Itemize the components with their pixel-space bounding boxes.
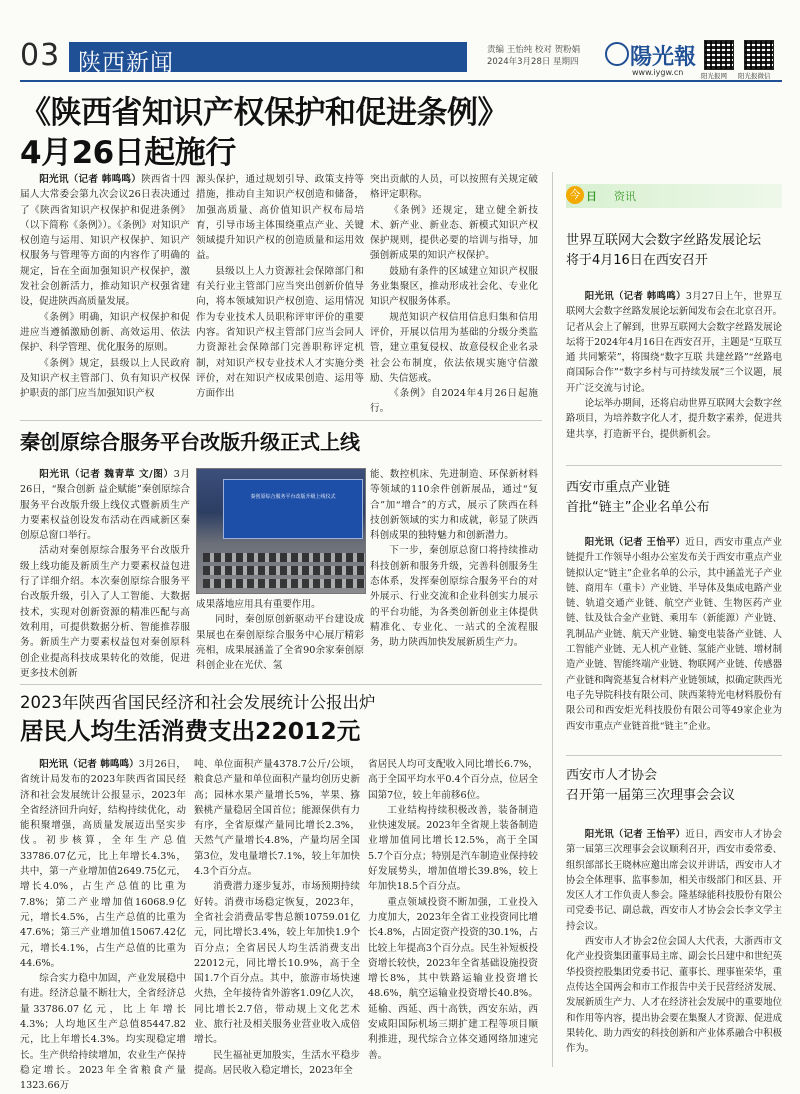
sidebar-item-3-body [566, 827, 782, 1056]
divider [20, 420, 542, 421]
article-1-col-1 [20, 172, 190, 401]
qr-label-web: 阳光报网 [701, 72, 727, 80]
article-2-paragraph: 活动对秦创原综合服务平台改版升级上线功能及新质生产力要素权益包进行了详细介绍。本次秦创原综合服务平台改版升级，引入了人工智能、大数据技术，实现对创新资源的精准匹配与高效利用，可提供数据分析、智能推荐服务。新质生产力要素权益包对秦创原科创企业提高科技成果转化的效能，促进更多技术创新 [20, 545, 190, 679]
divider [20, 684, 542, 685]
photo-audience-row [203, 579, 366, 588]
article-1-paragraph: 《条例》还规定，建立健全新技术、新产业、新业态、新模式知识产权保护规则，提供必要的培训与指导，加强创新成果的知识产权保护。 [370, 204, 538, 262]
photo-stage-screen: 秦创原综合服务平台改版升级上线仪式 [223, 479, 363, 539]
sidebar-item-title-line: 将于4月16日在西安召开 [566, 253, 708, 268]
section-number: 03 [20, 38, 61, 73]
article-3-paragraph: 吨、单位面积产量4378.7公斤/公顷，粮食总产量和单位面积产量均创历史新高；园林水果产量增长5%，苹果、猕猴桃产量稳居全国首位；能源保供有力有序，全省原煤产量同比增长2.3%，天然气产量增长4.8%，产量均居全国第3位，发电量增长7.1%，较上年加快4.3个百分点。 [194, 759, 360, 878]
sidebar-item-1-body [566, 289, 782, 442]
article-3-title: 居民人均生活消费支出22012元 [20, 717, 361, 745]
sidebar-paragraph: 论坛举办期间，还将启动世界互联网大会数字丝路项目，为培养数字化人才，提升数字素养，促进共建共享，打造新平台，提供新机会。 [566, 398, 782, 440]
article-1-paragraph: 陕西省十四届人大常委会第九次会议26日表决通过了《陕西省知识产权保护和促进条例》（以下简称《条例》）。《条例》对知识产权创造与运用、知识产权保护、知识产权服务与管理等方面的内容作了明确的规定，旨在全面加强知识产权保护，激发社会创新活力，推动知识产权强省建设，促进陕西高质量发展。 [20, 174, 190, 308]
article-1-paragraph: 源头保护，通过规划引导、政策支持等措施，推动自主知识产权创造和储备，加强高质量、高价值知识产权布局培育，引导市场主体围绕重点产业、关键领域提升知识产权的创造质量和运用效益。 [196, 174, 364, 262]
article-2-photo[interactable] [196, 468, 366, 594]
today-char: 日 [586, 190, 597, 203]
sidebar-divider [552, 172, 553, 1067]
qr-code-icon[interactable] [704, 40, 734, 70]
article-1-title [20, 93, 560, 173]
article-1-col-3 [370, 172, 538, 417]
article-2-paragraph: 同时，秦创原创新驱动平台建设成果展也在秦创原综合服务中心展厅精彩亮相，成果展涵盖了全省90余家秦创原科创企业在光伏、氢 [196, 614, 364, 672]
article-1-col-2 [196, 172, 364, 401]
site-url[interactable]: www.iygw.cn [632, 68, 684, 77]
article-3-byline: 阳光讯（记者 韩鸣鸣） [39, 759, 139, 770]
sidebar-item-title-line: 召开第一届第三次理事会会议 [566, 788, 736, 803]
sidebar-item-title-line: 西安市人才协会 [566, 768, 658, 783]
logo-sun-icon [605, 42, 629, 66]
sidebar-item-1-title [566, 231, 782, 271]
sidebar-byline: 阳光讯（记者 韩鸣鸣） [584, 291, 686, 302]
article-1-paragraph: 《条例》明确，知识产权保护和促进应当遵循激励创新、高效运用、依法保护、科学管理、优化服务的原则。 [20, 311, 190, 354]
article-3-paragraph: 重点领域投资不断加强，工业投入力度加大，2023年全省工业投资同比增长4.8%，占固定资产投资的30.1%，占比较上年提高3个百分点。民生补短板投资增长较快，2023年全省基础设施投资增长8%，其中铁路运输业投资增长48.6%，航空运输业投资增长40.8%。延榆、西延、西十高铁，西安东站，西安咸阳国际机场三期扩建工程等项目顺利推进，现代综合立体交通网络加速完善。 [368, 896, 538, 1061]
date-line: 2024年3月28日 星期四 [487, 57, 579, 67]
article-1-byline: 阳光讯（记者 韩鸣鸣） [39, 174, 142, 185]
article-3-paragraph: 消费潜力逐步复苏，市场预期持续好转。消费市场稳定恢复，2023年，全省社会消费品零售总额10759.01亿元，同比增长3.4%，较上年加快1.9个百分点；全省居民人均生活消费支出22012元，同比增长10.9%，高于全国1.7个百分点。其中，旅游市场快速火热，全年接待省外游客1.09亿人次，同比增长2.7倍，带动规上文化艺术业、旅行社及相关服务业营业收入成倍增长。 [194, 881, 360, 1046]
photo-audience-row [203, 566, 366, 575]
article-3-paragraph: 省居民人均可支配收入同比增长6.7%，高于全国平均水平0.4个百分点，位居全国第7位，较上年前移6位。 [368, 759, 538, 801]
article-2-paragraph: 3月26日，“聚合创新 益企赋能”秦创原综合服务平台改版升级上线仪式暨新质生产力要素权益创设发布活动在西咸新区秦创原总窗口举行。 [20, 469, 190, 542]
qr-code-icon[interactable] [744, 40, 774, 70]
article-1-title-line1: 《陕西省知识产权保护和促进条例》 [20, 95, 508, 131]
article-2-paragraph: 下一步，秦创原总窗口将持续推动科技创新和服务升级，完善科创服务生态体系，发挥秦创原综合服务平台的对外展示、行业交流和企业科创实力展示的平台功能，为各类创新创业主体提供精准化、专业化、一站式的全流程服务，助力陕西加快发展新质生产力。 [370, 545, 538, 649]
qr-label-wechat: 阳光报微信 [738, 72, 771, 80]
sidebar-paragraph: 近日，西安市人才协会第一届第三次理事会会议顺利召开，西安市委常委、组织部部长王晓林应邀出席会议并讲话，西安市人才协会全体理事、监事参加，相关市级部门和区县、开发区人才工作负责人参会。隆基绿能科技股份有限公司党委书记、副总裁，西安市人才协会会长李文学主持会议。 [566, 829, 782, 932]
article-2-paragraph: 能、数控机床、先进制造、环保新材料等领域的110余件创新展品，通过“复合”加“增合”的方式，展示了陕西在科技创新领域的实力和成就，彰显了陕西科创成果的独特魅力和创新潜力。 [370, 469, 538, 542]
divider [566, 465, 782, 466]
article-3-paragraph: 工业结构持续积极改善，装备制造业快速发展。2023年全省规上装备制造业增加值同比增长12.5%，高于全国5.7个百分点；特别是汽车制造业保持较好发展势头，增加值增长39.8%，较上年加快18.5个百分点。 [368, 804, 538, 893]
today-label: 资讯 [614, 190, 636, 203]
article-2-byline: 阳光讯（记者 魏青草 文/图） [39, 469, 174, 480]
article-1-paragraph: 突出贡献的人员，可以按照有关规定破格评定职称。 [370, 174, 538, 201]
article-1-paragraph: 《条例》规定，县级以上人民政府及知识产权主管部门、负有知识产权保护职责的部门应当加强知识产权 [20, 357, 190, 400]
article-3-paragraph: 综合实力稳中加固，产业发展稳中有进。经济总量不断壮大，全省经济总量33786.07亿元，比上年增长4.3%；人均地区生产总值85447.82元，比上年增长4.3%。均实现稳定增长。生产供给持续增加，农业生产保持稳定增长。2023年全省粮食产量1323.66万 [20, 973, 186, 1092]
newspaper-logo: 陽光報 [630, 44, 697, 70]
today-news-banner [566, 184, 782, 208]
article-3-paragraph: 民生福祉更加殷实，生活水平稳步提高。居民收入稳定增长，2023年全 [194, 1049, 360, 1076]
photo-audience-row [203, 553, 366, 562]
sidebar-byline: 阳光讯（记者 王怡平） [584, 829, 686, 840]
sidebar-paragraph: 近日，西安市重点产业链提升工作领导小组办公室发布关于西安市重点产业链拟认定“链主”企业名单的公示，其中涵盖光子产业链、商用车（重卡）产业链、半导体及集成电路产业链、轨道交通产业链、航空产业链、生物医药产业链、钛及钛合金产业链、乘用车（新能源）产业链、乳制品产业链、航天产业链、输变电装备产业链、人工智能产业链、无人机产业链、氢能产业链、增材制造产业链、智能终端产业链、物联网产业链、传感器产业链和陶瓷基复合材料产业链领域，拟确定陕西光电子先导院科技有限公司、陕西莱特光电材料股份有限公司和西安炬光科技股份有限公司等49家企业为西安市重点产业链首批“链主”企业。 [566, 537, 782, 732]
section-title: 陕西新闻 [78, 50, 174, 76]
article-3-col-1 [20, 757, 186, 1094]
divider [566, 755, 782, 756]
sidebar-item-title-line: 世界互联网大会数字丝路发展论坛 [566, 233, 762, 248]
article-2-col-2 [196, 597, 364, 673]
article-1-paragraph: 规范知识产权信用信息归集和信用评价，开展以信用为基础的分级分类监管，建立重复侵权、故意侵权企业名录社会公布制度，依法依规实施守信激励、失信惩戒。 [370, 311, 538, 384]
sidebar-item-title-line: 西安市重点产业链 [566, 480, 671, 495]
article-3-kicker: 2023年陕西省国民经济和社会发展统计公报出炉 [20, 693, 376, 712]
header-rule [20, 80, 782, 82]
article-1-paragraph: 《条例》自2024年4月26日起施行。 [370, 388, 538, 415]
today-badge: 今 [566, 186, 584, 204]
article-1-title-line2: 4月26日起施行 [20, 135, 236, 171]
editor-meta [487, 44, 580, 68]
sidebar-item-2-body [566, 535, 782, 734]
sidebar-item-title-line: 首批“链主”企业名单公布 [566, 500, 710, 515]
sidebar-item-3-title [566, 766, 782, 806]
article-3-paragraph: 3月26日，省统计局发布的2023年陕西省国民经济和社会发展统计公报显示，2023年全省经济回升向好，结构持续优化，动能积聚增强，高质量发展迈出坚实步伐。初步核算，全年生产总值33786.07亿元，比上年增长4.3%，共中，第一产业增加值2649.75亿元，增长4.0%，占生产总值的比重为7.8%；第二产业增加值16068.9亿元，增长4.5%，占生产总值的比重为47.6%；第三产业增加值15067.42亿元，增长4.1%，占生产总值的比重为44.6%。 [20, 759, 187, 969]
sidebar-item-2-title [566, 478, 782, 518]
article-2-title: 秦创原综合服务平台改版升级正式上线 [20, 430, 360, 454]
sidebar-byline: 阳光讯（记者 王怡平） [584, 537, 686, 548]
article-2-paragraph: 成果落地应用具有重要作用。 [196, 599, 321, 610]
article-3-col-3 [368, 757, 538, 1063]
article-2-col-1 [20, 467, 190, 681]
article-2-col-3 [370, 467, 538, 651]
article-1-paragraph: 鼓励有条件的区域建立知识产权服务业集聚区，推动形成社会化、专业化知识产权服务体系。 [370, 265, 538, 308]
article-3-col-2 [194, 757, 360, 1078]
sidebar-paragraph: 3月27日上午，世界互联网大会数字丝路发展论坛新闻发布会在北京召开。记者从会上了解到，世界互联网大会数字丝路发展论坛将于2024年4月16日在西安召开，主题是“互联互通 共同繁荣”，将围绕“数字互联 共建丝路”“丝路电商国际合作”“数字乡村与可持续发展”三个议题，展开广泛交流与讨论。 [566, 291, 782, 394]
article-1-paragraph: 县级以上人力资源社会保障部门和有关行业主管部门应当突出创新价值导向，将本领域知识产权创造、运用情况作为专业技术人员职称评审评价的重要内容。省知识产权主管部门应当会同人力资源社会保障部门完善职称评定机制，对知识产权专业技术人才实施分类评价，对在知识产权成果创造、运用等方面作出 [196, 265, 364, 400]
editor-line: 责编 王怡纯 校对 贺粉娟 [487, 45, 581, 55]
sidebar-paragraph: 西安市人才协会2位会国人大代表，大浙西市文化产业投资集团董事局主席、副会长吕建中和世纪英华投资控股集团党委书记、董事长、理事崔荣华，重点传达全国两会和市工作报告中关于民营经济发展、发展新质生产力、人才在经济社会发展中的重要地位和作用等内容，提出协会要在集聚人才资源、促进成果转化、助力西安的科技创新和产业体系融合中积极作为。 [566, 936, 782, 1055]
